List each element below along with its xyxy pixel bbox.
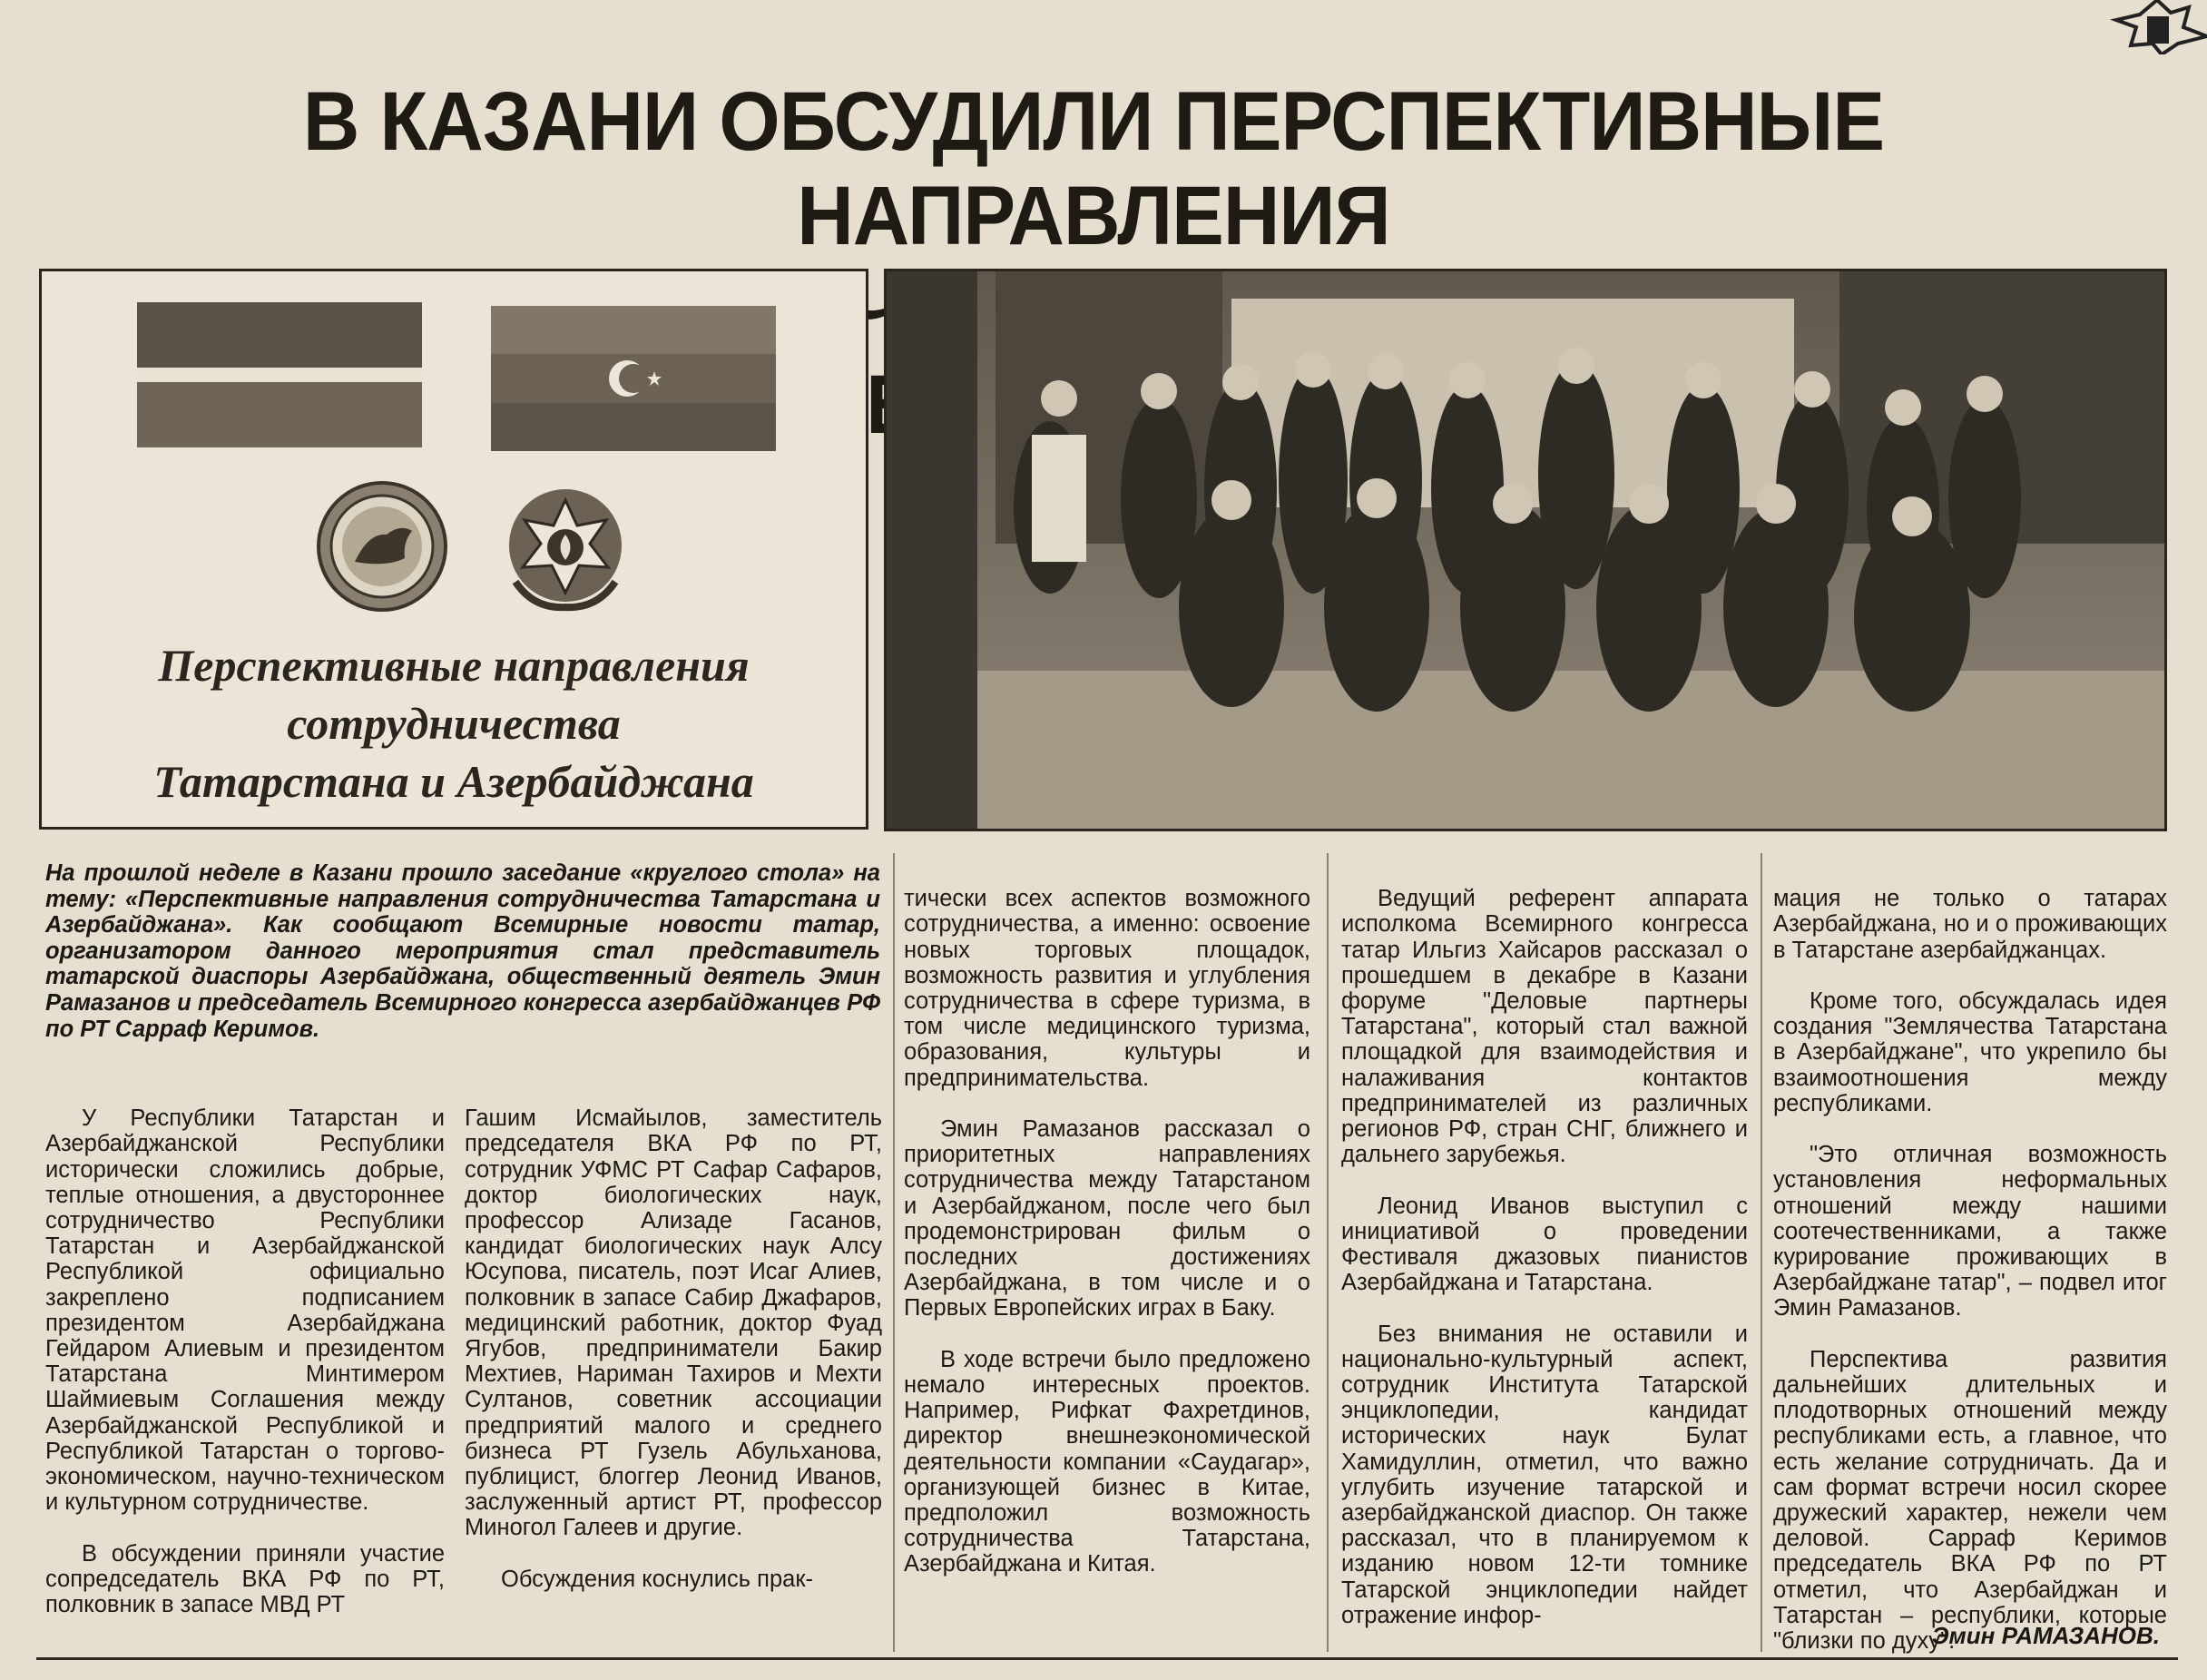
tatarstan-flag (137, 302, 422, 447)
paragraph: тически всех аспектов возможного сотрудничества, а именно: освоение новых торговых площадок, возможность развития и углубления сотрудничества в сфере туризма, в том числе медицинского туризма, образования, культуры и предпринимательства. (904, 886, 1310, 1091)
paragraph: "Это отличная возможность установления неформальных отношений между нашими соотечественниками, а также курирование проживающих в Азербайджане татар", – подвел итог Эмин Рамазанов. (1773, 1142, 2167, 1321)
azerbaijan-emblem (497, 482, 633, 618)
column-divider (1761, 853, 1762, 1652)
author-signature: Эмин РАМАЗАНОВ. (1931, 1622, 2160, 1649)
group-photo (884, 269, 2167, 831)
column-divider (893, 853, 895, 1652)
article-lead: На прошлой неделе в Казани прошло заседание «круглого стола» на тему: «Перспективные направления сотрудничества Татарстана и Азербайджана». Как сообщают Всемирные новости татар, организатором данного мероприятия стал представитель татарской диаспоры Азербайджана, общественный деятель Эмин Рамазанов и председатель Всемирного конгресса азербайджанцев РФ по РТ Сарраф Керимов. (45, 860, 880, 1042)
column-divider (1327, 853, 1329, 1652)
headline-line-1: В КАЗАНИ ОБСУДИЛИ ПЕРСПЕКТИВНЫЕ НАПРАВЛЕНИЯ (302, 75, 1885, 262)
paragraph: Эмин Рамазанов рассказал о приоритетных направлениях сотрудничества между Татарстаном и Азербайджаном, после чего был продемонстрирован фильм о последних достижениях Азербайджана, в том числе и о Первых Европейских играх в Баку. (904, 1116, 1310, 1321)
caption-line-3: Татарстана и Азербайджана (153, 756, 754, 807)
paragraph: мация не только о татарах Азербайджана, но и о проживающих в Татарстане азербайджанцах. (1773, 886, 2167, 963)
paragraph: Обсуждения коснулись прак- (501, 1566, 813, 1592)
paragraph: Без внимания не оставили и национально-культурный аспект, сотрудник Института Татарской энциклопедии, кандидат исторических наук Булат Хамидуллин, отметил, что важно углубить изучение татарской и азербайджанской диаспор. Он также рассказал, что в планируемом к изданию новом 12-ти томнике Татарской энциклопедии найдет отражение инфор- (1341, 1321, 1748, 1628)
article-column-1 (45, 1080, 445, 1643)
paragraph: Леонид Иванов выступил с инициативой о проведении Фестиваля джазовых пианистов Азербайджана и Татарстана. (1341, 1193, 1748, 1296)
article-column-5 (1773, 860, 2167, 1680)
azerbaijan-flag (491, 306, 776, 451)
flags-emblems-box (39, 269, 868, 830)
paragraph: Ведущий референт аппарата исполкома Всемирного конгресса татар Ильгиз Хайсаров рассказал о прошедшем в декабре в Казани форуме "Деловые партнеры Татарстана", который стал важной площадкой для взаимодействия и налаживания контактов предпринимателей из различных регионов РФ, стран СНГ, ближнего и дальнего зарубежья. (1341, 886, 1748, 1168)
paragraph: В ходе встречи было предложено немало интересных проектов. Например, Рифкат Фахретдинов, директор внешнеэкономической деятельности компании «Саудагар», организующей бизнес в Китае, предположил возможность сотрудничества Татарстана, Азербайджана и Китая. (904, 1346, 1310, 1577)
paragraph: Кроме того, обсуждалась идея создания "Землячества Татарстана в Азербайджане", что укрепило бы взаимоотношения между республиками. (1773, 988, 2167, 1116)
paragraph: У Республики Татарстан и Азербайджанской Республики исторически сложились добрые, теплые отношения, а двустороннее сотрудничество Республики Татарстан и Азербайджанской Республикой официально закреплено подписанием президентом Азербайджана Гейдаром Алиевым и президентом Татарстана Минтимером Шаймиевым Соглашения между Азербайджанской Республикой и Республикой Татарстан о торгово-экономическом, научно-техническом и культурном сотрудничестве. (45, 1105, 445, 1516)
tatarstan-emblem (314, 478, 450, 614)
caption-line-1: Перспективные направления (158, 640, 750, 691)
group-photo-image (887, 271, 2164, 829)
article-column-4 (1341, 860, 1748, 1654)
corner-logo-icon (2107, 0, 2207, 54)
paragraph: Гашим Исмайылов, заместитель председателя ВКА РФ по РТ, сотрудник УФМС РТ Сафар Сафаров, доктор биологических наук, профессор Ализаде Гасанов, кандидат биологических наук Алсу Юсупова, писатель, поэт Исаг Алиев, полковник в запасе Сабир Джафаров, медицинский работник, доктор Фуад Ягубов, предприниматели Бакир Мехтиев, Нариман Тахиров и Мехти Султанов, советник ассоциации предприятий малого и среднего бизнеса РТ Гузель Абульханова, публицист, блоггер Леонид Иванов, заслуженный артист РТ, профессор Миногол Галеев и другие. (465, 1105, 882, 1541)
article-column-2 (465, 1080, 882, 1617)
article-column-3 (904, 860, 1310, 1603)
photo-caption (42, 636, 866, 811)
paragraph: Перспектива развития дальнейших длительных и плодотворных отношений между республиками есть, а главное, что есть желание сотрудничать. Да и сам формат встречи носил скорее дружеский характер, нежели чем деловой. Сарраф Керимов председатель ВКА РФ по РТ отметил, что Азербайджан и Татарстан – республики, которые "близки по духу". (1773, 1346, 2167, 1655)
bottom-divider (36, 1657, 2178, 1660)
caption-line-2: сотрудничества (287, 698, 621, 749)
paragraph: В обсуждении приняли участие сопредседатель ВКА РФ по РТ, полковник в запасе МВД РТ (45, 1540, 445, 1618)
